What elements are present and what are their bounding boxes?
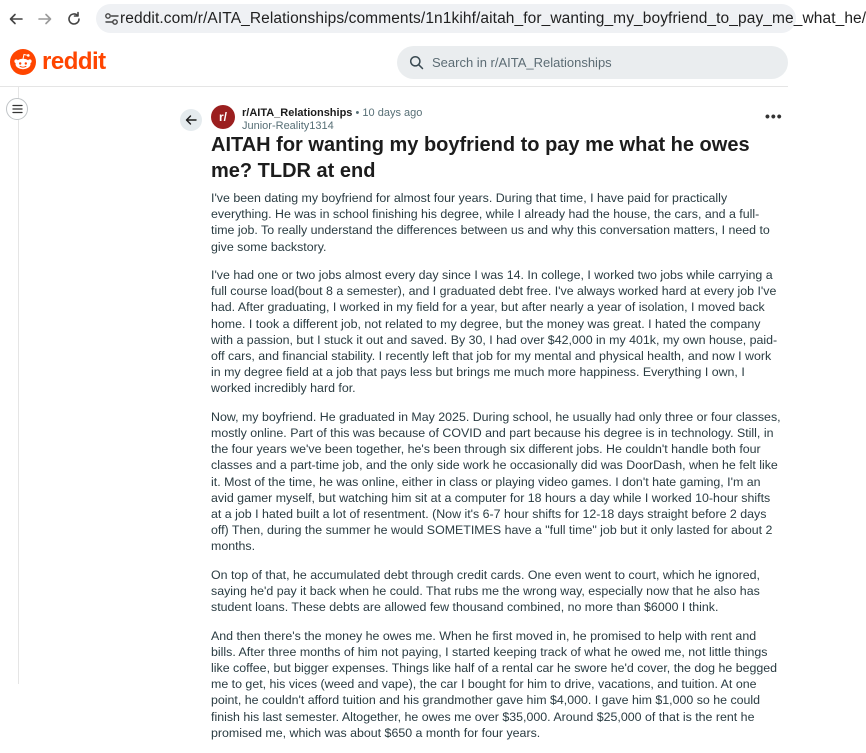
reddit-wordmark: reddit — [42, 48, 106, 75]
post-paragraph: I've had one or two jobs almost every day since I was 14. In college, I worked two jobs while carrying a full course load(bout 8 a semester), and I graduated debt free. I've always worked hard at every job I've had. After graduating, I worked in my field for a year, but after nearly a year of isolation, I moved back home. I took a different job, not related to my degree, but the money was great. I hated the company with a passion, but I stuck it out and saved. By 30, I had over $42,000 in my 401k, my own house, paid-off cars, and financial stability. I recently left that job for my mental and physical health, and now I work in my degree field at a job that pays less but brings me much more happiness. Everything I own, I worked incredibly hard for. — [211, 268, 778, 396]
author-link[interactable]: Junior-Reality1314 — [242, 120, 334, 132]
left-rail — [0, 87, 19, 684]
browser-toolbar — [0, 0, 866, 39]
address-bar[interactable] — [96, 4, 866, 33]
forward-arrow-icon[interactable] — [33, 7, 57, 31]
search-icon — [409, 55, 424, 70]
post-paragraph: On top of that, he accumulated debt through credit cards. One even went to court, which he ignored, saying he'd pay it back when he could. That rubs me the wrong way, especially now that he also has student loans. These debts are allowed few thousand combined, no more than $6000 I think. — [211, 567, 760, 615]
more-options-icon[interactable]: ••• — [765, 108, 783, 124]
reddit-snoo-icon — [10, 49, 36, 75]
reddit-logo[interactable] — [10, 48, 106, 76]
reload-icon[interactable] — [62, 7, 86, 31]
reddit-header — [0, 38, 788, 87]
url-text[interactable]: reddit.com/r/AITA_Relationships/comments/1n1kihf/aitah_for_wanting_my_boyfriend_to_pay_me_what_he/ — [120, 9, 866, 27]
search-bar[interactable] — [397, 46, 788, 79]
meta-separator: • — [355, 107, 360, 119]
subreddit-link[interactable]: r/AITA_Relationships — [242, 107, 353, 119]
post-meta — [242, 107, 422, 133]
post-paragraph: I've been dating my boyfriend for almost four years. During that time, I have paid for practically everything. He was in school finishing his degree, while I already had the house, the cars, and a full-time job. To really understand the differences between us and why this conversation matters, I need to give some backstory. — [211, 191, 770, 254]
post-paragraph: Now, my boyfriend. He graduated in May 2025. During school, he usually had only three or four classes, mostly online. Part of this was because of COVID and part because his degree is in technology. Still, in the four years we've been together, he's been through six different jobs. He couldn't handle both four classes and a part-time job, and the only side work he occasionally did was DoorDash, when he felt like it. Most of the time, he was online, either in class or playing video games. I don't hate gaming, I'm an avid gamer myself, but watching him sit at a computer for 18 hours a day while I worked 10-hour shifts at a job I hated built a lot of resentment. (Now it's 6-7 hour shifts for 12-18 days straight before 2 days off) Then, during the summer he would SOMETIMES have a "full time" job but it only lasted for about 2 months. — [211, 409, 781, 554]
menu-icon[interactable] — [6, 98, 28, 120]
post-paragraph: And then there's the money he owes me. When he first moved in, he promised to help with rent and bills. After three months of him not paying, I started keeping track of what he owed me, not little things like coffee, but bigger expenses. Things like half of a rental car he swore he'd cover, the dog he begged me to get, his vices (weed and vape), the car I bought for him to drive, vacations, and tuition. At one point, he couldn't afford tuition and his grandmother gave him $4,000. I gave him $1,000 so he could finish his last semester. Altogether, he owes me over $35,000. Around $25,000 of that is the rent he promised me, which was about $650 a month for four years. — [211, 628, 778, 740]
back-button[interactable] — [180, 109, 202, 131]
back-arrow-icon[interactable] — [4, 7, 28, 31]
arrow-left-icon — [185, 114, 197, 126]
search-placeholder[interactable]: Search in r/AITA_Relationships — [432, 55, 612, 70]
post-body — [211, 190, 781, 753]
post-title: AITAH for wanting my boyfriend to pay me what he owes me? TLDR at end — [211, 134, 750, 182]
subreddit-avatar[interactable]: r/ — [211, 105, 235, 129]
post-time: 10 days ago — [362, 107, 423, 119]
site-settings-icon[interactable] — [104, 12, 120, 26]
